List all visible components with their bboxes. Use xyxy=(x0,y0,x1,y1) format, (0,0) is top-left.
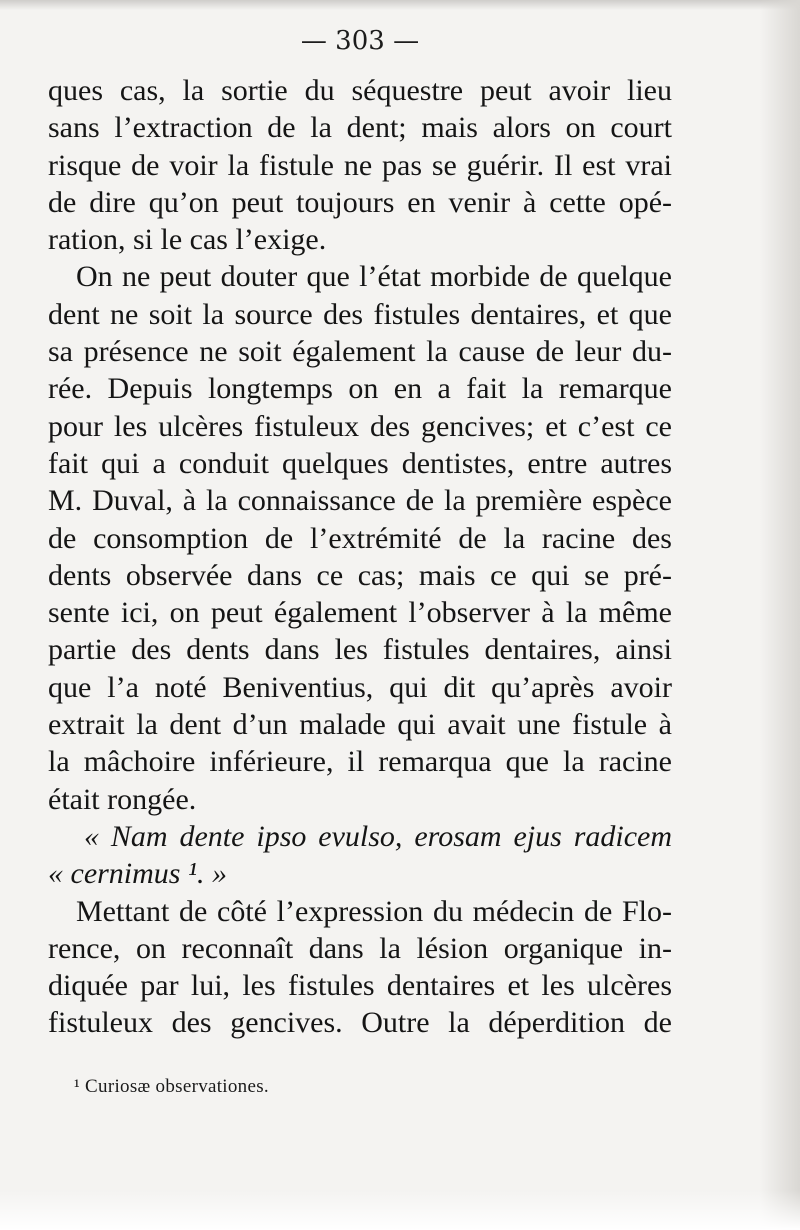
text-line: risque de voir la fistule ne pas se guérir. Il est vrai xyxy=(48,148,672,182)
latin-quote-line: « Nam dente ipso evulso, erosam ejus radicem xyxy=(84,819,672,853)
text-line: sente ici, on peut également l’observer à la même xyxy=(48,596,672,630)
latin-quote-line: « cernimus ¹. » xyxy=(48,857,227,891)
text-line: ration, si le cas l’exige. xyxy=(48,223,327,257)
text-line: sans l’extraction de la dent; mais alors on court xyxy=(48,111,672,145)
text-line: dents observée dans ce cas; mais ce qui se pré- xyxy=(48,558,672,592)
text-line: partie des dents dans les fistules dentaires, ainsi xyxy=(48,633,672,667)
footnote: ¹ Curiosæ observationes. xyxy=(74,1076,269,1097)
text-line: que l’a noté Beniventius, qui dit qu’après avoir xyxy=(48,670,672,704)
text-line: de consomption de l’extrémité de la racine des xyxy=(48,521,672,555)
text-line: rée. Depuis longtemps on en a fait la remarque xyxy=(48,372,672,406)
body-text xyxy=(48,72,672,1042)
text-line: fait qui a conduit quelques dentistes, entre autres xyxy=(48,446,672,480)
text-line: extrait la dent d’un malade qui avait une fistule à xyxy=(48,708,672,742)
text-line: dent ne soit la source des fistules dentaires, et que xyxy=(48,297,672,331)
text-line: fistuleux des gencives. Outre la déperdition de xyxy=(48,1006,672,1040)
text-line: rence, on reconnaît dans la lésion organique in- xyxy=(48,931,672,965)
page-number: — 303 — xyxy=(300,26,420,56)
page-edge-shadow xyxy=(0,0,800,10)
text-line: M. Duval, à la connaissance de la première espèce xyxy=(48,484,672,518)
text-line: diquée par lui, les fistules dentaires et les ulcères xyxy=(48,969,672,1003)
text-line: pour les ulcères fistuleux des gencives; et c’est ce xyxy=(48,409,672,443)
page-edge-shadow xyxy=(760,0,800,1230)
text-line: On ne peut douter que l’état morbide de quelque xyxy=(76,260,672,294)
text-line: Mettant de côté l’expression du médecin de Flo- xyxy=(76,894,672,928)
text-line: de dire qu’on peut toujours en venir à cette opé- xyxy=(48,185,672,219)
text-line: ques cas, la sortie du séquestre peut avoir lieu xyxy=(48,74,672,107)
page-edge-shadow xyxy=(0,1190,800,1230)
text-line: était rongée. xyxy=(48,782,197,816)
text-line: sa présence ne soit également la cause de leur du- xyxy=(48,335,672,369)
text-line: la mâchoire inférieure, il remarqua que la racine xyxy=(48,745,672,779)
